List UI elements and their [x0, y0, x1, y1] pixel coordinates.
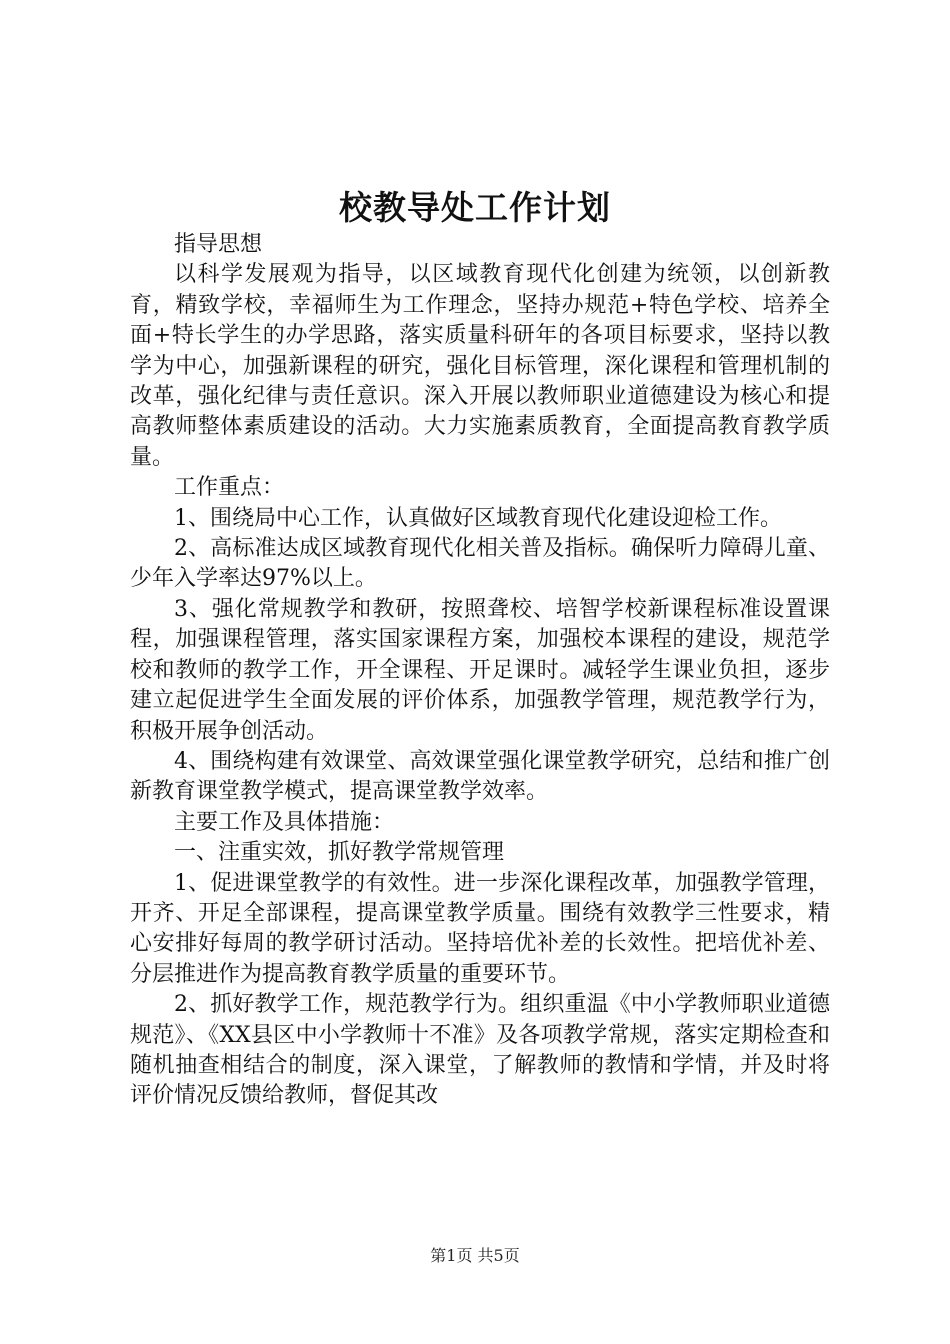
document-title: 校教导处工作计划 [339, 188, 611, 227]
section-heading-work-focus: 工作重点： [174, 475, 285, 501]
paragraph-focus-1: 1、围绕局中心工作，认真做好区域教育现代化建设迎检工作。 [174, 505, 782, 531]
page-footer: 第1页 共5页 [430, 1246, 520, 1265]
paragraph-measure-1: 1、促进课堂教学的有效性。进一步深化课程改革，加强教学管理，开齐、开足全部课程，提高课堂教学质量。围绕有效教学三性要求，精心安排好每周的教学研讨活动。坚持培优补差的长效性。把培优补差、分层推进作为提高教育教学质量的重要环节。 [130, 870, 830, 987]
document-body [130, 230, 830, 1112]
paragraph-guiding-thought: 以科学发展观为指导，以区域教育现代化创建为统领，以创新教育，精致学校，幸福师生为工作理念，坚持办规范+特色学校、培养全面+特长学生的办学思路，落实质量科研年的各项目标要求，坚持以教学为中心，加强新课程的研究，强化目标管理，深化课程和管理机制的改革，强化纪律与责任意识。深入开展以教师职业道德建设为核心和提高教师整体素质建设的活动。大力实施素质教育，全面提高教育教学质量。 [130, 262, 830, 470]
paragraph-measure-2: 2、抓好教学工作，规范教学行为。组织重温《中小学教师职业道德规范》、《XX县区中小学教师十不准》及各项教学常规，落实定期检查和随机抽查相结合的制度，深入课堂，了解教师的教情和学情，并及时将评价情况反馈给教师，督促其改 [130, 992, 830, 1109]
paragraph-focus-3: 3、强化常规教学和教研，按照聋校、培智学校新课程标准设置课程，加强课程管理，落实国家课程方案，加强校本课程的建设，规范学校和教师的教学工作，开全课程、开足课时。减轻学生课业负担，逐步建立起促进学生全面发展的评价体系，加强教学管理，规范教学行为，积极开展争创活动。 [130, 596, 830, 744]
subsection-heading-1: 一、注重实效，抓好教学常规管理 [174, 840, 505, 866]
paragraph-focus-4: 4、围绕构建有效课堂、高效课堂强化课堂教学研究，总结和推广创新教育课堂教学模式，提高课堂教学效率。 [130, 748, 830, 805]
section-heading-guiding-thought: 指导思想 [174, 232, 263, 257]
paragraph-focus-2: 2、高标准达成区域教育现代化相关普及指标。确保听力障碍儿童、少年入学率达97%以上。 [130, 536, 830, 592]
section-heading-main-work: 主要工作及具体措施： [174, 809, 395, 835]
